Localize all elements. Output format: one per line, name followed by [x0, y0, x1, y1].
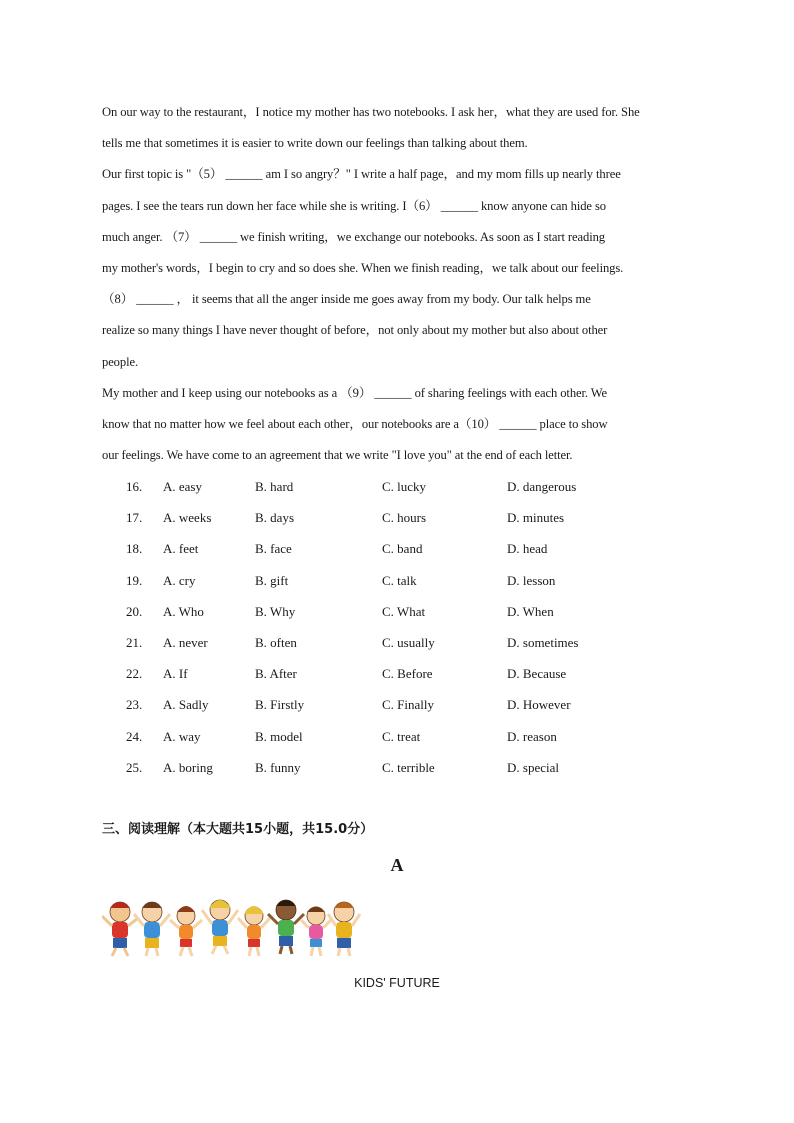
passage-line: Our first topic is "（5） ______ am I so angry？" I write a half page，and my mom fills up nearly three	[102, 167, 621, 182]
option-a[interactable]: A. cry	[163, 572, 196, 588]
question-row	[126, 471, 646, 502]
option-c[interactable]: C. usually	[382, 634, 435, 650]
option-b[interactable]: B. model	[255, 728, 303, 744]
option-a[interactable]: A. way	[163, 728, 201, 744]
question-number: 19.	[126, 572, 143, 588]
passage-line: much anger. （7） ______ we finish writing，we exchange our notebooks. As soon as I start reading	[102, 229, 605, 244]
option-b[interactable]: B. face	[255, 541, 292, 557]
passage-line: pages. I see the tears run down her face while she is writing. I（6） ______ know anyone can hide so	[102, 198, 606, 213]
passage-line: know that no matter how we feel about each other，our notebooks are a（10） ______ place to show	[102, 417, 608, 432]
question-row	[126, 565, 646, 596]
question-row	[126, 502, 646, 533]
question-row	[126, 627, 646, 658]
option-a[interactable]: A. boring	[163, 759, 213, 775]
question-number: 18.	[126, 541, 143, 557]
option-a[interactable]: A. never	[163, 634, 208, 650]
option-b[interactable]: B. Why	[255, 603, 296, 619]
option-d[interactable]: D. sometimes	[507, 634, 579, 650]
passage-line: tells me that sometimes it is easier to write down our feelings than talking about them.	[102, 136, 528, 151]
question-number: 24.	[126, 728, 143, 744]
option-a[interactable]: A. feet	[163, 541, 199, 557]
image-caption: KIDS' FUTURE	[354, 976, 440, 990]
question-row	[126, 752, 646, 783]
kid-figure	[170, 906, 202, 956]
option-a[interactable]: A. Who	[163, 603, 204, 619]
kid-figure	[328, 902, 360, 956]
option-b[interactable]: B. funny	[255, 759, 301, 775]
kids-illustration-svg	[102, 896, 362, 958]
section-score: 15.0	[315, 822, 348, 837]
option-c[interactable]: C. lucky	[382, 479, 427, 494]
question-row	[126, 533, 646, 564]
passage-line: On our way to the restaurant，I notice my mother has two notebooks. I ask her，what they are used for. She	[102, 105, 640, 119]
question-row	[126, 596, 646, 627]
option-c[interactable]: C. talk	[382, 572, 417, 588]
kids-jumping-illustration	[102, 896, 362, 958]
passage-line: people.	[102, 354, 139, 369]
question-number: 25.	[126, 759, 143, 775]
option-c[interactable]: C. What	[382, 603, 426, 619]
option-d[interactable]: D. Because	[507, 666, 567, 682]
option-b[interactable]: B. gift	[255, 572, 289, 588]
option-b[interactable]: B. Firstly	[255, 697, 305, 713]
option-d[interactable]: D. special	[507, 759, 559, 775]
passage-line: （8） ______ ， it seems that all the anger inside me goes away from my body. Our talk helps me	[102, 292, 591, 307]
option-c[interactable]: C. band	[382, 541, 423, 557]
question-number: 20.	[126, 603, 143, 619]
kid-figure	[134, 902, 170, 956]
passage-line: my mother's words，I begin to cry and so does she. When we finish reading，we talk about our feelings.	[102, 261, 624, 276]
kid-figure	[202, 900, 238, 954]
option-d[interactable]: D. dangerous	[507, 479, 577, 494]
option-d[interactable]: D. However	[507, 697, 571, 713]
question-options	[126, 471, 646, 783]
question-row	[126, 721, 646, 752]
option-b[interactable]: B. hard	[255, 479, 294, 494]
option-a[interactable]: A. easy	[163, 479, 202, 494]
option-c[interactable]: C. Finally	[382, 697, 435, 713]
option-d[interactable]: D. reason	[507, 728, 557, 744]
option-b[interactable]: B. days	[255, 510, 294, 526]
question-number: 16.	[126, 479, 143, 494]
question-number: 23.	[126, 697, 143, 713]
kid-figure	[102, 902, 138, 956]
option-c[interactable]: C. terrible	[382, 759, 435, 775]
option-d[interactable]: D. head	[507, 541, 548, 557]
section-mid: 小题，共	[263, 822, 316, 837]
passage-line: realize so many things I have never thought of before，not only about my mother but also about other	[102, 323, 608, 338]
section-title-cn: 三、阅读理解（本大题共	[102, 822, 246, 837]
question-number: 22.	[126, 666, 143, 682]
option-a[interactable]: A. If	[163, 666, 188, 682]
option-d[interactable]: D. minutes	[507, 510, 565, 526]
option-b[interactable]: B. After	[255, 666, 297, 682]
option-a[interactable]: A. weeks	[163, 510, 212, 526]
question-number: 17.	[126, 510, 143, 526]
section-count: 15	[245, 822, 264, 837]
kid-figure	[268, 900, 304, 954]
kid-figure	[238, 906, 270, 956]
option-b[interactable]: B. often	[255, 634, 297, 650]
option-c[interactable]: C. Before	[382, 666, 433, 682]
option-d[interactable]: D. lesson	[507, 572, 556, 588]
option-c[interactable]: C. treat	[382, 728, 421, 744]
option-a[interactable]: A. Sadly	[163, 697, 209, 713]
question-number: 21.	[126, 634, 143, 650]
section-title	[102, 818, 373, 837]
cloze-passage	[102, 97, 702, 471]
passage-line: My mother and I keep using our notebooks as a （9） ______ of sharing feelings with each other. We	[102, 385, 608, 400]
option-d[interactable]: D. When	[507, 603, 554, 619]
option-c[interactable]: C. hours	[382, 510, 427, 526]
passage-line: our feelings. We have come to an agreement that we write "I love you" at the end of each letter.	[102, 448, 573, 463]
question-row	[126, 658, 646, 689]
kid-figure	[301, 907, 331, 957]
question-row	[126, 689, 646, 720]
section-end: 分）	[347, 822, 374, 837]
passage-heading: A	[390, 855, 404, 875]
